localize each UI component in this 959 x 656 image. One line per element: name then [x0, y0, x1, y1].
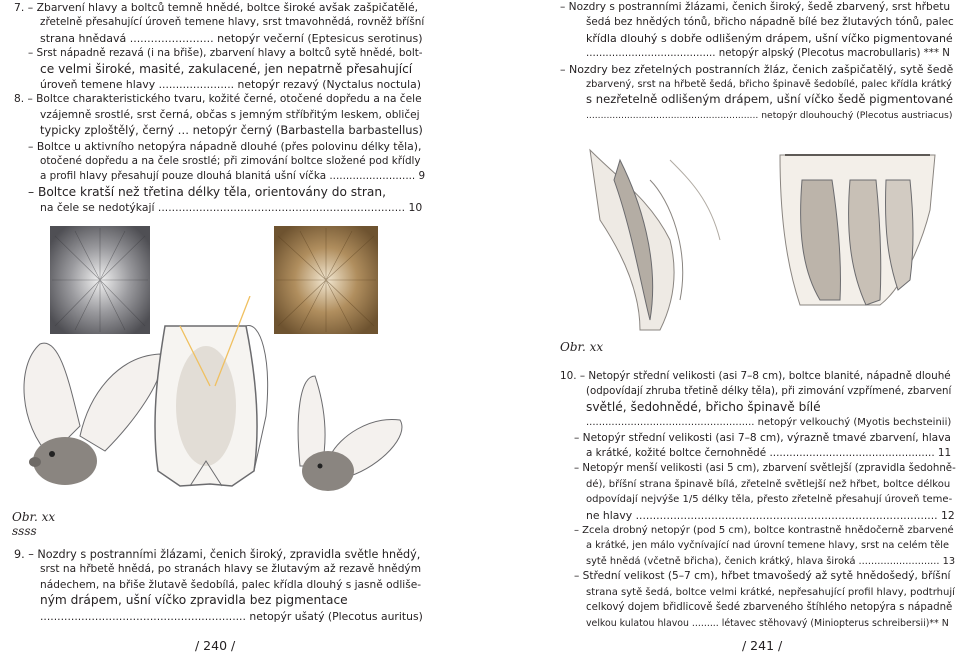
text-line: strana hnědavá ........................ netopýr večerní (Eptesicus serotinus): [40, 31, 423, 45]
text-line: (odpovídají zhruba třetině délky těla), při zimování vzpřímené, zbarvení: [586, 386, 952, 398]
text-line: ............................................................ netopýr ušatý (Plecotus auritus): [40, 609, 423, 623]
text-line: a krátké, kožité boltce černohnědé .................................................. 11: [586, 447, 952, 460]
text-line: zbarvený, srst na hřbetě šedá, břicho špinavě šedobílé, palec křídla krátký: [586, 79, 952, 91]
text-line: otočené dopředu a na čele srostlé; při zimování boltce složené pod křídly: [40, 155, 421, 168]
hanging-bat-drawing: [155, 296, 268, 486]
text-line: 8. – Boltce charakteristického tvaru, kožité černé, otočené dopředu a na čele: [14, 93, 422, 106]
text-line: ným drápem, ušní víčko zpravidla bez pigmentace: [40, 593, 348, 608]
text-line: dé), bříšní strana špinavě bílá, zřetelně světlejší než hřbet, boltce délkou: [586, 478, 951, 490]
text-line: – Zcela drobný netopýr (pod 5 cm), boltce kontrastně hnědočerně zbarvené: [574, 525, 954, 537]
right-bat-head-drawing: [298, 376, 402, 491]
text-line: šedá bez hnědých tónů, břicho nápadně bílé bez žlutavých tónů, palec: [586, 16, 954, 29]
text-line: srst na hřbetě hnědá, po stranách hlavy se žlutavým až rezavě hnědým: [40, 563, 422, 576]
text-line: s nezřetelně odlišeným drápem, ušní víčko šedě pigmentované: [586, 92, 953, 107]
text-line: – Střední velikost (5–7 cm), hřbet tmavošedý až sytě hnědošedý, bříšní: [574, 570, 951, 583]
figure-caption: [12, 510, 55, 538]
key-text-bottom-right: [560, 369, 955, 631]
text-line: a profil hlavy přesahují pouze dlouhá blanitá ušní víčka .......................... 9: [40, 170, 426, 183]
right-page: [480, 0, 959, 656]
text-line: 9. – Nozdry s postranními žlázami, čenich široký, zpravidla světle hnědý,: [14, 548, 421, 561]
text-line: na čele se nedotýkají ........................................................................ 10: [40, 201, 423, 215]
caption-line: ssss: [12, 524, 37, 538]
text-line: ne hlavy ........................................................................................ 12: [586, 508, 955, 522]
bat-in-crevice-drawing: [590, 150, 720, 330]
caption-line: Obr. xx: [12, 510, 56, 524]
text-line: 10. – Netopýr střední velikosti (asi 7–8 cm), boltce blanité, nápadně dlouhé: [560, 370, 951, 382]
text-line: – Srst nápadně rezavá (i na břiše), zbarvení hlavy a boltců sytě hnědé, bolt-: [28, 47, 423, 60]
text-line: celkový dojem břidlicově šedé zbarveného štíhlého netopýra s nápadně: [586, 602, 953, 614]
page-number: / 241 /: [742, 638, 783, 653]
text-line: – Boltce kratší než třetina délky těla, orientovány do stran,: [28, 184, 386, 199]
key-text-top-right: [560, 0, 955, 123]
text-line: zřetelně přesahující úroveň temene hlavy, srst tmavohnědá, rovněž bříšní: [40, 16, 425, 29]
text-line: – Netopýr střední velikosti (asi 7–8 cm), výrazně tmavé zbarvení, hlava: [574, 431, 951, 444]
text-line: sytě hnědá (včetně břicha), čenich krátký, hlava široká .......................... 13: [586, 555, 956, 567]
text-line: – Boltce u aktivního netopýra nápadně dlouhé (přes polovinu délky těla),: [28, 139, 422, 153]
key-text-bottom-left: [14, 547, 424, 624]
text-line: odpovídají nejvýše 1/5 délky těla, přesto zřetelně přesahují úroveň teme-: [586, 494, 953, 506]
text-line: 7. – Zbarvení hlavy a boltců temně hnědé, boltce široké avšak zašpičatělé,: [14, 1, 419, 14]
text-line: nádechem, na břiše žlutavě šedobílá, palec křídla dlouhý s jasně odliše-: [40, 578, 422, 591]
text-line: úroveň temene hlavy ...................... netopýr rezavý (Nyctalus noctula): [40, 78, 421, 92]
text-line: vzájemně srostlé, srst černá, občas s jemným stříbřitým leskem, obličej: [40, 108, 420, 121]
key-text-top-left: [14, 0, 424, 216]
text-line: křídla dlouhý s dobře odlišeným drápem, ušní víčko pigmentované: [586, 31, 953, 45]
text-line: – Netopýr menší velikosti (asi 5 cm), zbarvení světlejší (zpravidla šedohně-: [574, 463, 956, 475]
text-line: typicky zploštělý, černý … netopýr černý (Barbastella barbastellus): [40, 123, 423, 138]
text-line: ........................................ netopýr alpský (Plecotus macrobullaris) *** N: [586, 48, 950, 60]
text-line: velkou kulatou hlavou ......... létavec stěhovavý (Miniopterus schreibersii)** N: [586, 617, 949, 629]
text-line: ........................................................... netopýr dlouhouchý (Plecotus austriacus): [586, 109, 953, 121]
figure-caption: Obr. xx: [560, 340, 604, 354]
page-number: / 240 /: [195, 638, 236, 653]
left-bat-head-drawing: [24, 343, 162, 485]
text-line: ..................................................... netopýr velkouchý (Myotis bechsteinii): [586, 417, 952, 429]
text-line: strana sytě šedá, boltce velmi krátké, nepřesahující profil hlavy, podtrhují: [586, 586, 955, 598]
text-line: ce velmi široké, masité, zakulacené, jen nepatrně přesahující: [40, 61, 413, 76]
bat-heads-illustration: [10, 296, 420, 496]
text-line: a krátké, jen málo vyčnívající nad úrovní temene hlavy, srst na celém těle: [586, 540, 949, 552]
text-line: – Nozdry bez zřetelných postranních žláz, čenich zašpičatělý, sytě šedě: [560, 62, 954, 76]
hibernating-bats-illustration: [580, 140, 940, 340]
bats-on-ceiling-drawing: [780, 155, 935, 305]
text-line: světlé, šedohnědé, břicho špinavě bílé: [586, 399, 821, 414]
text-line: – Nozdry s postranními žlázami, čenich široký, šedě zbarvený, srst hřbetu: [560, 1, 951, 13]
